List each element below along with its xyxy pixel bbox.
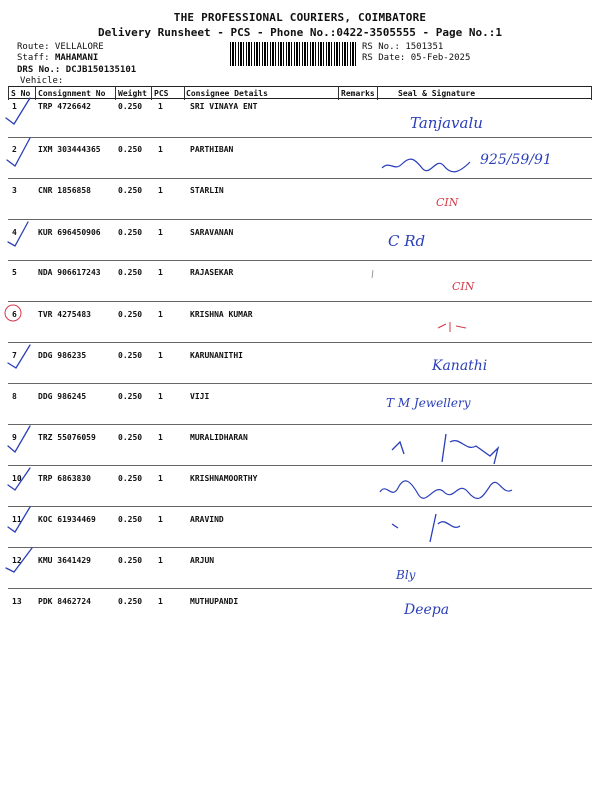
row-pcs: 1 bbox=[158, 351, 163, 360]
pencil-mark-icon bbox=[372, 270, 373, 278]
row-consignee: ARAVIND bbox=[190, 515, 224, 524]
row-pcs: 1 bbox=[158, 597, 163, 606]
row-sno: 12 bbox=[12, 556, 22, 565]
staff-label: Staff: bbox=[17, 53, 50, 63]
row-consignment: KMU 3641429 bbox=[38, 556, 91, 565]
row-pcs: 1 bbox=[158, 433, 163, 442]
row-pcs: 1 bbox=[158, 102, 163, 111]
row-consignee: RAJASEKAR bbox=[190, 268, 234, 277]
row-consignment: DDG 986245 bbox=[38, 392, 87, 401]
check-mark-icon bbox=[6, 548, 32, 572]
row-consignee: PARTHIBAN bbox=[190, 145, 234, 154]
row-weight: 0.250 bbox=[118, 310, 143, 319]
row-sno: 11 bbox=[12, 515, 22, 524]
row-pcs: 1 bbox=[158, 474, 163, 483]
check-mark-icon bbox=[8, 507, 30, 532]
check-mark-icon bbox=[6, 98, 30, 124]
signature-scribble-row-9 bbox=[390, 428, 520, 468]
check-mark-icon bbox=[8, 468, 30, 490]
row-pcs: 1 bbox=[158, 556, 163, 565]
row-consignee: KRISHNA KUMAR bbox=[190, 310, 253, 319]
drs-label: DRS No.: bbox=[17, 65, 61, 75]
row-consignment: KUR 696450906 bbox=[38, 228, 101, 237]
row-consignment: TRP 4726642 bbox=[38, 102, 91, 111]
signature-scribble-row-11 bbox=[390, 510, 470, 546]
row-weight: 0.250 bbox=[118, 556, 143, 565]
row-pcs: 1 bbox=[158, 228, 163, 237]
rs-date: RS Date: 05-Feb-2025 bbox=[362, 53, 471, 63]
row-weight: 0.250 bbox=[118, 102, 143, 111]
signature-row-1: Tanjavalu bbox=[410, 114, 483, 132]
row-consignee: SARAVANAN bbox=[190, 228, 234, 237]
row-consignment: TRZ 55076059 bbox=[38, 433, 96, 442]
row-sno: 10 bbox=[12, 474, 22, 483]
row-consignment: NDA 906617243 bbox=[38, 268, 101, 277]
row-sno: 1 bbox=[12, 102, 17, 111]
row-consignment: TVR 4275483 bbox=[38, 310, 91, 319]
header-consignment: Consignment No bbox=[38, 89, 106, 98]
row-weight: 0.250 bbox=[118, 186, 143, 195]
row-sno: 3 bbox=[12, 186, 17, 195]
row-consignee: VIJI bbox=[190, 392, 210, 401]
header-seal-signature: Seal & Signature bbox=[398, 89, 476, 98]
header-pcs: PCS bbox=[154, 89, 169, 98]
check-mark-icon bbox=[7, 138, 30, 166]
row-pcs: 1 bbox=[158, 310, 163, 319]
row-sno: 4 bbox=[12, 228, 17, 237]
signature-row-13: Deepa bbox=[404, 602, 450, 618]
row-consignee: STARLIN bbox=[190, 186, 224, 195]
row-consignment: TRP 6863830 bbox=[38, 474, 91, 483]
row-pcs: 1 bbox=[158, 392, 163, 401]
row-sno: 13 bbox=[12, 597, 22, 606]
row-weight: 0.250 bbox=[118, 597, 143, 606]
row-consignment: KOC 61934469 bbox=[38, 515, 96, 524]
signature-scribble-row-10 bbox=[378, 476, 528, 506]
signature-row-2: 925/59/91 bbox=[480, 152, 552, 168]
row-consignee: KRISHNAMOORTHY bbox=[190, 474, 258, 483]
check-mark-icon bbox=[8, 426, 30, 452]
row-pcs: 1 bbox=[158, 515, 163, 524]
row-consignment: DDG 986235 bbox=[38, 351, 87, 360]
signature-scribble-row-6 bbox=[436, 318, 476, 338]
row-sno: 2 bbox=[12, 145, 17, 154]
signature-row-5: CIN bbox=[452, 280, 475, 293]
row-consignment: IXM 303444365 bbox=[38, 145, 101, 154]
row-sno: 5 bbox=[12, 268, 17, 277]
row-consignment: CNR 1856858 bbox=[38, 186, 91, 195]
signature-row-7: Kanathi bbox=[432, 358, 488, 374]
row-sno: 9 bbox=[12, 433, 17, 442]
row-weight: 0.250 bbox=[118, 474, 143, 483]
row-consignee: ARJUN bbox=[190, 556, 215, 565]
row-weight: 0.250 bbox=[118, 515, 143, 524]
row-weight: 0.250 bbox=[118, 268, 143, 277]
drs-value: DCJB150135101 bbox=[65, 65, 137, 75]
row-pcs: 1 bbox=[158, 145, 163, 154]
header-sno: S No bbox=[11, 89, 31, 98]
row-sno: 6 bbox=[12, 310, 17, 319]
row-consignee: MURALIDHARAN bbox=[190, 433, 248, 442]
row-consignment: PDK 8462724 bbox=[38, 597, 91, 606]
check-mark-icon bbox=[8, 345, 30, 368]
row-weight: 0.250 bbox=[118, 228, 143, 237]
header-remarks: Remarks bbox=[341, 89, 375, 98]
signature-row-3: CIN bbox=[436, 196, 459, 209]
header-consignee: Consignee Details bbox=[186, 89, 268, 98]
row-consignee: KARUNANITHI bbox=[190, 351, 243, 360]
row-pcs: 1 bbox=[158, 268, 163, 277]
row-sno: 7 bbox=[12, 351, 17, 360]
row-weight: 0.250 bbox=[118, 145, 143, 154]
check-mark-icon bbox=[8, 222, 28, 246]
document-subtitle: Delivery Runsheet - PCS - Phone No.:0422-3505555 - Page No.:1 bbox=[98, 26, 502, 39]
row-sno: 8 bbox=[12, 392, 17, 401]
route-label: Route: VELLALORE bbox=[17, 42, 104, 52]
signature-row-8: T M Jewellery bbox=[386, 396, 471, 410]
rs-number: RS No.: 1501351 bbox=[362, 42, 444, 52]
row-weight: 0.250 bbox=[118, 351, 143, 360]
row-consignee: MUTHUPANDI bbox=[190, 597, 239, 606]
signature-row-4: C Rd bbox=[388, 232, 426, 250]
signature-row-12: Bly bbox=[396, 568, 416, 582]
header-weight: Weight bbox=[118, 89, 147, 98]
staff-value: MAHAMANI bbox=[54, 53, 99, 63]
document-title: THE PROFESSIONAL COURIERS, COIMBATORE bbox=[173, 11, 427, 24]
circle-mark-icon bbox=[5, 305, 21, 321]
row-weight: 0.250 bbox=[118, 433, 143, 442]
row-pcs: 1 bbox=[158, 186, 163, 195]
vehicle-label: Vehicle: bbox=[20, 76, 64, 86]
row-consignee: SRI VINAYA ENT bbox=[190, 102, 258, 111]
row-weight: 0.250 bbox=[118, 392, 143, 401]
